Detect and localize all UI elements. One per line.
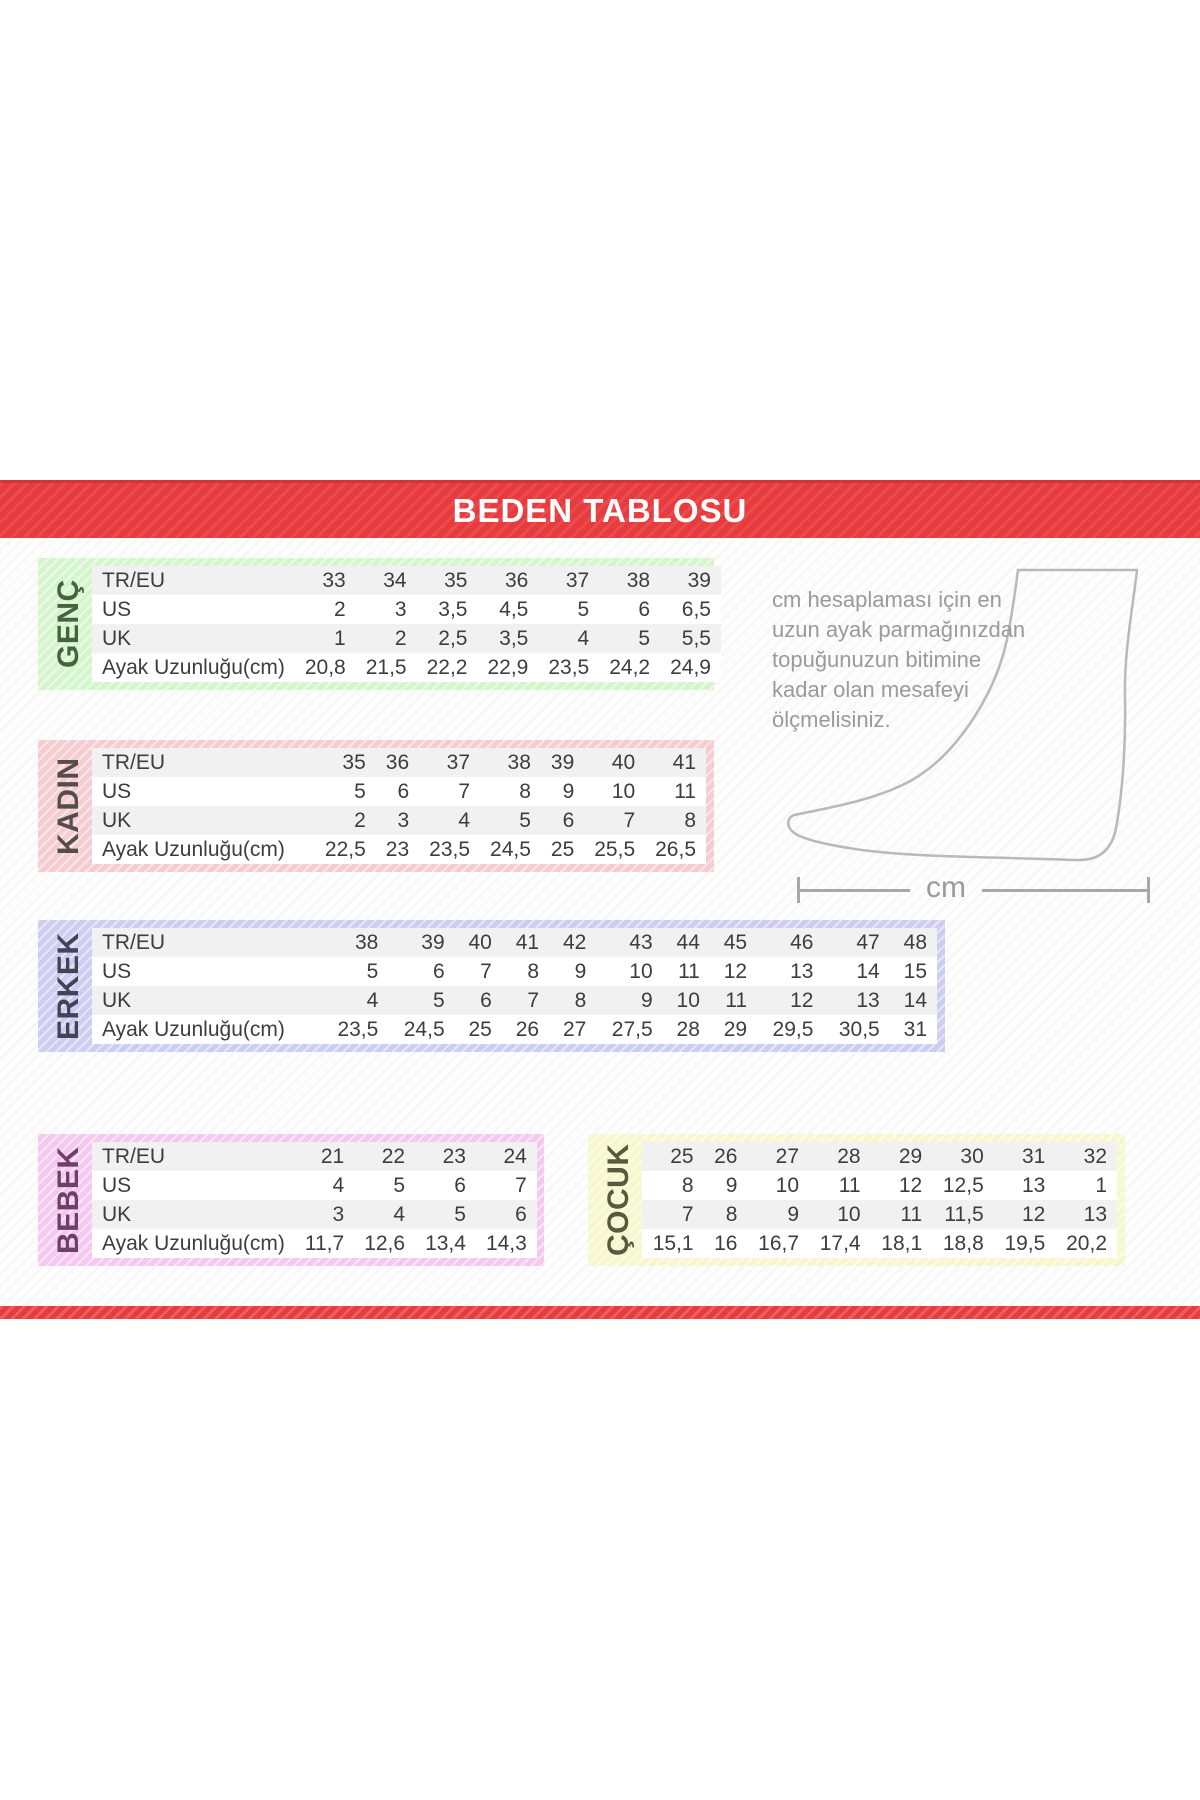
measure-line-left bbox=[800, 889, 910, 892]
size-cell: 46 bbox=[790, 931, 814, 954]
size-cell: 24,5 bbox=[490, 838, 531, 861]
size-cell: 12,6 bbox=[364, 1232, 406, 1255]
size-cell: 45 bbox=[723, 931, 748, 954]
size-table-erkek bbox=[92, 928, 937, 1044]
size-cell: 14 bbox=[903, 989, 927, 1012]
size-cell: 6 bbox=[515, 1203, 527, 1226]
size-cell: 8 bbox=[681, 1174, 694, 1197]
table-row bbox=[92, 806, 706, 835]
size-cell: 14,3 bbox=[485, 1232, 527, 1255]
table-row bbox=[92, 986, 937, 1015]
size-table-kadin bbox=[92, 748, 706, 864]
size-cell: 4 bbox=[458, 809, 471, 832]
size-cell: 22,9 bbox=[487, 656, 529, 679]
size-cell: 2 bbox=[334, 598, 346, 621]
size-cell: 8 bbox=[527, 960, 540, 983]
note-line: topuğunuzun bitimine bbox=[772, 647, 982, 672]
size-cell: 40 bbox=[611, 751, 636, 774]
size-cell: 22 bbox=[381, 1145, 406, 1168]
size-table-panel-bebek bbox=[38, 1134, 544, 1266]
size-cell: 8 bbox=[574, 989, 587, 1012]
table-row bbox=[92, 777, 706, 806]
row-header: TR/EU bbox=[102, 931, 165, 954]
size-cell: 35 bbox=[342, 751, 366, 774]
row-header: Ayak Uzunluğu(cm) bbox=[102, 1018, 285, 1041]
table-row bbox=[92, 835, 706, 864]
size-cell: 5 bbox=[638, 627, 651, 650]
size-cell: 18,8 bbox=[942, 1232, 984, 1255]
size-table-bebek bbox=[92, 1142, 537, 1258]
size-cell: 37 bbox=[446, 751, 471, 774]
size-cell: 3 bbox=[332, 1203, 345, 1226]
table-row bbox=[642, 1200, 1117, 1229]
size-cell: 7 bbox=[515, 1174, 527, 1197]
row-header: Ayak Uzunluğu(cm) bbox=[102, 838, 285, 861]
size-cell: 4,5 bbox=[499, 598, 529, 621]
row-header: US bbox=[102, 1174, 132, 1197]
note-line: ölçmelisiniz. bbox=[772, 707, 891, 732]
size-cell: 5 bbox=[454, 1203, 466, 1226]
table-row bbox=[92, 1171, 537, 1200]
row-header: UK bbox=[102, 1203, 132, 1226]
size-cell: 5 bbox=[366, 960, 379, 983]
note-line: cm hesaplaması için en bbox=[772, 587, 1002, 612]
size-cell: 23 bbox=[385, 838, 410, 861]
row-header: US bbox=[102, 780, 132, 803]
size-cell: 4 bbox=[393, 1203, 406, 1226]
size-cell: 24,2 bbox=[609, 656, 651, 679]
size-cell: 32 bbox=[1083, 1145, 1107, 1168]
size-cell: 24,9 bbox=[670, 656, 711, 679]
size-cell: 9 bbox=[562, 780, 575, 803]
size-cell: 11 bbox=[725, 989, 748, 1012]
size-cell: 12 bbox=[790, 989, 814, 1012]
size-cell: 6 bbox=[638, 598, 651, 621]
header-banner bbox=[0, 480, 1200, 538]
size-cell: 4 bbox=[577, 627, 590, 650]
size-cell: 15 bbox=[903, 960, 927, 983]
table-label-cocuk: ÇOCUK bbox=[602, 1143, 635, 1257]
size-cell: 22,2 bbox=[426, 656, 468, 679]
size-cell: 5 bbox=[577, 598, 590, 621]
table-label-kadin: KADIN bbox=[52, 757, 85, 855]
table-label-bebek: BEBEK bbox=[52, 1146, 85, 1254]
size-cell: 20,2 bbox=[1066, 1232, 1107, 1255]
size-cell: 33 bbox=[322, 569, 346, 592]
size-cell: 28 bbox=[837, 1145, 861, 1168]
size-cell: 48 bbox=[903, 931, 927, 954]
note-line: uzun ayak parmağınızdan bbox=[772, 617, 1026, 642]
table-row bbox=[92, 1015, 937, 1044]
size-cell: 12 bbox=[1021, 1203, 1046, 1226]
table-row bbox=[92, 653, 721, 682]
size-cell: 19,5 bbox=[1004, 1232, 1046, 1255]
size-cell: 23,5 bbox=[548, 656, 590, 679]
row-header: US bbox=[102, 960, 132, 983]
table-row bbox=[92, 748, 706, 777]
size-cell: 1 bbox=[334, 627, 346, 650]
size-cell: 47 bbox=[856, 931, 880, 954]
size-cell: 6 bbox=[397, 780, 410, 803]
table-row bbox=[92, 566, 721, 595]
row-header: UK bbox=[102, 989, 132, 1012]
size-cell: 28 bbox=[676, 1018, 700, 1041]
measure-tick-right bbox=[1147, 877, 1150, 903]
note-line: kadar olan mesafeyi bbox=[772, 677, 969, 702]
row-header: Ayak Uzunluğu(cm) bbox=[102, 656, 285, 679]
table-row bbox=[92, 1229, 537, 1258]
size-cell: 27 bbox=[562, 1018, 587, 1041]
size-cell: 9 bbox=[574, 960, 587, 983]
size-cell: 15,1 bbox=[652, 1232, 694, 1255]
size-cell: 23,5 bbox=[429, 838, 471, 861]
size-table-genc bbox=[92, 566, 721, 682]
size-cell: 10 bbox=[837, 1203, 861, 1226]
size-cell: 11 bbox=[900, 1203, 923, 1226]
size-cell: 24,5 bbox=[403, 1018, 445, 1041]
size-cell: 5 bbox=[393, 1174, 406, 1197]
size-cell: 12 bbox=[723, 960, 748, 983]
size-table-panel-genc bbox=[38, 558, 714, 690]
table-row bbox=[92, 595, 721, 624]
size-cell: 11 bbox=[838, 1174, 861, 1197]
page-title: BEDEN TABLOSU bbox=[452, 491, 748, 529]
size-cell: 38 bbox=[354, 931, 379, 954]
size-cell: 10 bbox=[676, 989, 700, 1012]
size-cell: 26,5 bbox=[655, 838, 696, 861]
size-cell: 23,5 bbox=[337, 1018, 379, 1041]
row-header: Ayak Uzunluğu(cm) bbox=[102, 1232, 285, 1255]
size-cell: 22,5 bbox=[324, 838, 366, 861]
size-cell: 9 bbox=[787, 1203, 800, 1226]
table-row bbox=[92, 624, 721, 653]
size-cell: 2,5 bbox=[438, 627, 468, 650]
size-cell: 18,1 bbox=[881, 1232, 923, 1255]
size-cell: 38 bbox=[507, 751, 531, 774]
row-header: TR/EU bbox=[102, 1145, 165, 1168]
size-cell: 13 bbox=[1083, 1203, 1107, 1226]
size-cell: 39 bbox=[550, 751, 575, 774]
footer-stripe bbox=[0, 1306, 1200, 1319]
size-cell: 30,5 bbox=[838, 1018, 880, 1041]
size-cell: 11 bbox=[678, 960, 700, 983]
size-cell: 7 bbox=[623, 809, 636, 832]
row-header: US bbox=[102, 598, 132, 621]
measure-line-right bbox=[982, 889, 1147, 892]
row-header: UK bbox=[102, 627, 132, 650]
size-cell: 6 bbox=[480, 989, 492, 1012]
size-cell: 13,4 bbox=[425, 1232, 466, 1255]
size-cell: 35 bbox=[444, 569, 468, 592]
table-row bbox=[92, 1142, 537, 1171]
size-cell: 10 bbox=[775, 1174, 800, 1197]
size-cell: 9 bbox=[725, 1174, 738, 1197]
size-cell: 42 bbox=[562, 931, 587, 954]
table-row bbox=[642, 1229, 1117, 1258]
size-cell: 4 bbox=[332, 1174, 345, 1197]
size-cell: 4 bbox=[366, 989, 379, 1012]
size-cell: 13 bbox=[856, 989, 880, 1012]
size-cell: 6 bbox=[432, 960, 445, 983]
size-cell: 21,5 bbox=[365, 656, 407, 679]
size-cell: 24 bbox=[503, 1145, 527, 1168]
size-cell: 3,5 bbox=[499, 627, 529, 650]
size-cell: 1 bbox=[1095, 1174, 1107, 1197]
size-cell: 11,7 bbox=[304, 1232, 345, 1255]
size-cell: 29,5 bbox=[772, 1018, 814, 1041]
size-cell: 27 bbox=[775, 1145, 800, 1168]
row-header: UK bbox=[102, 809, 132, 832]
size-cell: 29 bbox=[723, 1018, 748, 1041]
size-table-panel-cocuk bbox=[588, 1134, 1125, 1266]
size-cell: 8 bbox=[519, 780, 531, 803]
size-cell: 7 bbox=[527, 989, 540, 1012]
size-cell: 5,5 bbox=[681, 627, 711, 650]
size-table-panel-erkek bbox=[38, 920, 945, 1052]
size-cell: 11,5 bbox=[944, 1203, 984, 1226]
size-cell: 3,5 bbox=[438, 598, 468, 621]
size-cell: 12,5 bbox=[942, 1174, 984, 1197]
size-cell: 36 bbox=[385, 751, 410, 774]
size-cell: 29 bbox=[898, 1145, 923, 1168]
size-cell: 16 bbox=[714, 1232, 738, 1255]
size-cell: 26 bbox=[714, 1145, 738, 1168]
size-cell: 38 bbox=[626, 569, 651, 592]
size-cell: 5 bbox=[432, 989, 445, 1012]
size-cell: 39 bbox=[687, 569, 711, 592]
size-cell: 10 bbox=[629, 960, 653, 983]
table-row bbox=[92, 928, 937, 957]
size-cell: 20,8 bbox=[304, 656, 346, 679]
size-cell: 31 bbox=[903, 1018, 927, 1041]
size-cell: 7 bbox=[681, 1203, 694, 1226]
size-cell: 2 bbox=[394, 627, 407, 650]
size-cell: 16,7 bbox=[758, 1232, 800, 1255]
size-cell: 34 bbox=[383, 569, 407, 592]
size-table-cocuk bbox=[642, 1142, 1117, 1258]
size-cell: 39 bbox=[421, 931, 445, 954]
table-row bbox=[92, 1200, 537, 1229]
table-row bbox=[92, 957, 937, 986]
size-cell: 25 bbox=[550, 838, 575, 861]
size-cell: 27,5 bbox=[611, 1018, 653, 1041]
size-cell: 6,5 bbox=[681, 598, 711, 621]
size-cell: 41 bbox=[672, 751, 696, 774]
size-cell: 2 bbox=[354, 809, 366, 832]
size-cell: 43 bbox=[629, 931, 653, 954]
table-row bbox=[642, 1171, 1117, 1200]
size-cell: 23 bbox=[442, 1145, 466, 1168]
size-cell: 14 bbox=[856, 960, 880, 983]
size-cell: 37 bbox=[565, 569, 590, 592]
cm-unit-label: cm bbox=[926, 871, 966, 904]
size-cell: 3 bbox=[397, 809, 410, 832]
size-cell: 6 bbox=[454, 1174, 466, 1197]
table-label-erkek: ERKEK bbox=[52, 932, 85, 1040]
table-row bbox=[642, 1142, 1117, 1171]
cm-measure-line bbox=[797, 871, 1150, 906]
size-cell: 9 bbox=[640, 989, 653, 1012]
row-header: TR/EU bbox=[102, 751, 165, 774]
size-cell: 11 bbox=[674, 780, 696, 803]
size-cell: 25 bbox=[670, 1145, 694, 1168]
size-cell: 12 bbox=[898, 1174, 923, 1197]
size-cell: 13 bbox=[1021, 1174, 1046, 1197]
size-cell: 21 bbox=[320, 1145, 345, 1168]
size-cell: 40 bbox=[468, 931, 492, 954]
size-cell: 8 bbox=[725, 1203, 738, 1226]
size-cell: 6 bbox=[562, 809, 575, 832]
size-table-panel-kadin bbox=[38, 740, 714, 872]
size-cell: 7 bbox=[480, 960, 492, 983]
size-cell: 36 bbox=[505, 569, 529, 592]
size-cell: 17,4 bbox=[819, 1232, 861, 1255]
size-cell: 8 bbox=[684, 809, 696, 832]
table-label-genc: GENÇ bbox=[52, 579, 85, 669]
size-cell: 31 bbox=[1021, 1145, 1046, 1168]
size-cell: 10 bbox=[611, 780, 636, 803]
size-cell: 5 bbox=[354, 780, 366, 803]
size-cell: 7 bbox=[458, 780, 471, 803]
size-cell: 44 bbox=[676, 931, 700, 954]
size-cell: 25,5 bbox=[594, 838, 636, 861]
measurement-note bbox=[772, 585, 1072, 735]
size-cell: 25 bbox=[468, 1018, 492, 1041]
size-cell: 41 bbox=[515, 931, 540, 954]
size-cell: 30 bbox=[960, 1145, 984, 1168]
row-header: TR/EU bbox=[102, 569, 165, 592]
size-cell: 26 bbox=[515, 1018, 540, 1041]
size-cell: 3 bbox=[394, 598, 407, 621]
size-cell: 5 bbox=[519, 809, 531, 832]
size-cell: 13 bbox=[790, 960, 814, 983]
